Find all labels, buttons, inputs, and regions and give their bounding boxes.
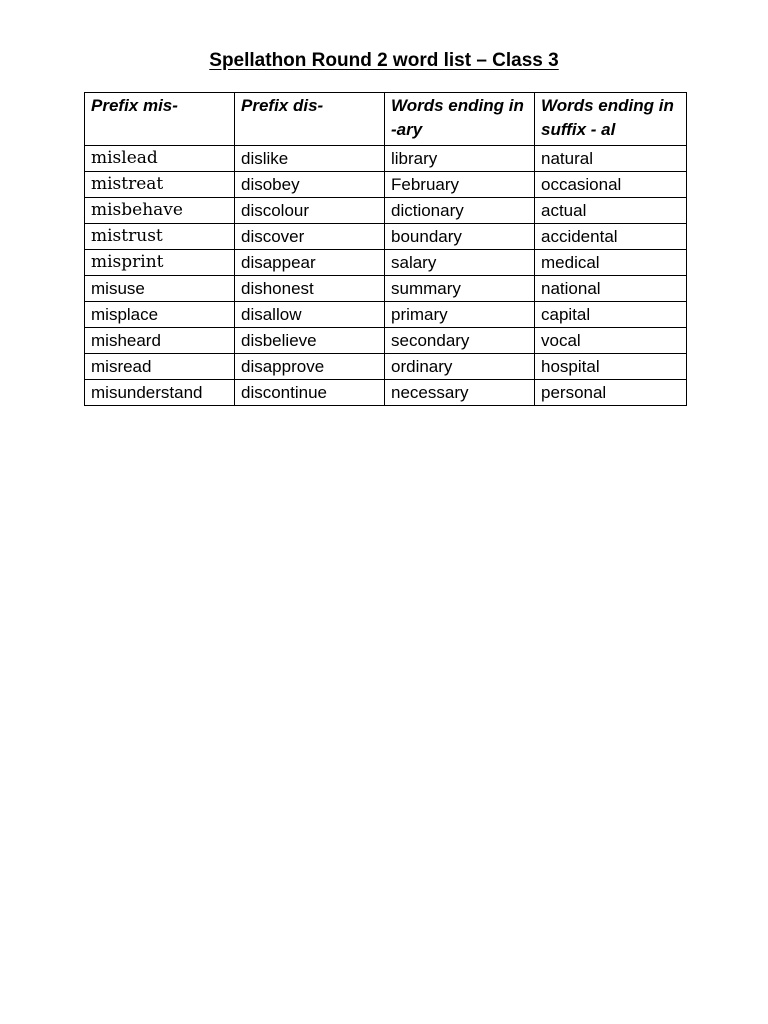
table-cell: library [385,146,535,172]
table-cell: misprint [85,250,235,276]
table-cell: hospital [535,354,687,380]
table-cell: vocal [535,328,687,354]
table-cell: misheard [85,328,235,354]
table-cell: mistrust [85,224,235,250]
table-cell: natural [535,146,687,172]
word-list-table [84,92,687,406]
table-cell: medical [535,250,687,276]
table-row [85,172,687,198]
page-title: Spellathon Round 2 word list – Class 3 [209,50,559,71]
table-row [85,328,687,354]
column-header: Prefix mis- [85,93,235,146]
table-cell: misread [85,354,235,380]
table-cell: disappear [235,250,385,276]
column-header: Prefix dis- [235,93,385,146]
table-row [85,224,687,250]
table-cell: disbelieve [235,328,385,354]
table-cell: personal [535,380,687,406]
table-cell: discolour [235,198,385,224]
table-cell: primary [385,302,535,328]
table-cell: February [385,172,535,198]
table-row [85,380,687,406]
table-cell: disapprove [235,354,385,380]
table-cell: summary [385,276,535,302]
table-cell: national [535,276,687,302]
table-row [85,276,687,302]
table-cell: necessary [385,380,535,406]
table-cell: misbehave [85,198,235,224]
table-cell: capital [535,302,687,328]
table-cell: secondary [385,328,535,354]
table-row [85,302,687,328]
table-cell: salary [385,250,535,276]
column-header: Words ending in suffix - al [535,93,687,146]
table-cell: misplace [85,302,235,328]
table-cell: accidental [535,224,687,250]
table-cell: disobey [235,172,385,198]
table-cell: actual [535,198,687,224]
table-row [85,354,687,380]
table-cell: discover [235,224,385,250]
table-header-row [85,93,687,146]
table-cell: occasional [535,172,687,198]
table-cell: boundary [385,224,535,250]
column-header: Words ending in -ary [385,93,535,146]
table-row [85,146,687,172]
table-cell: ordinary [385,354,535,380]
table-row [85,198,687,224]
table-cell: misunderstand [85,380,235,406]
table-cell: mislead [85,146,235,172]
table-row [85,250,687,276]
table-cell: mistreat [85,172,235,198]
table-cell: discontinue [235,380,385,406]
table-cell: dictionary [385,198,535,224]
table-cell: dislike [235,146,385,172]
table-cell: dishonest [235,276,385,302]
table-cell: misuse [85,276,235,302]
table-cell: disallow [235,302,385,328]
